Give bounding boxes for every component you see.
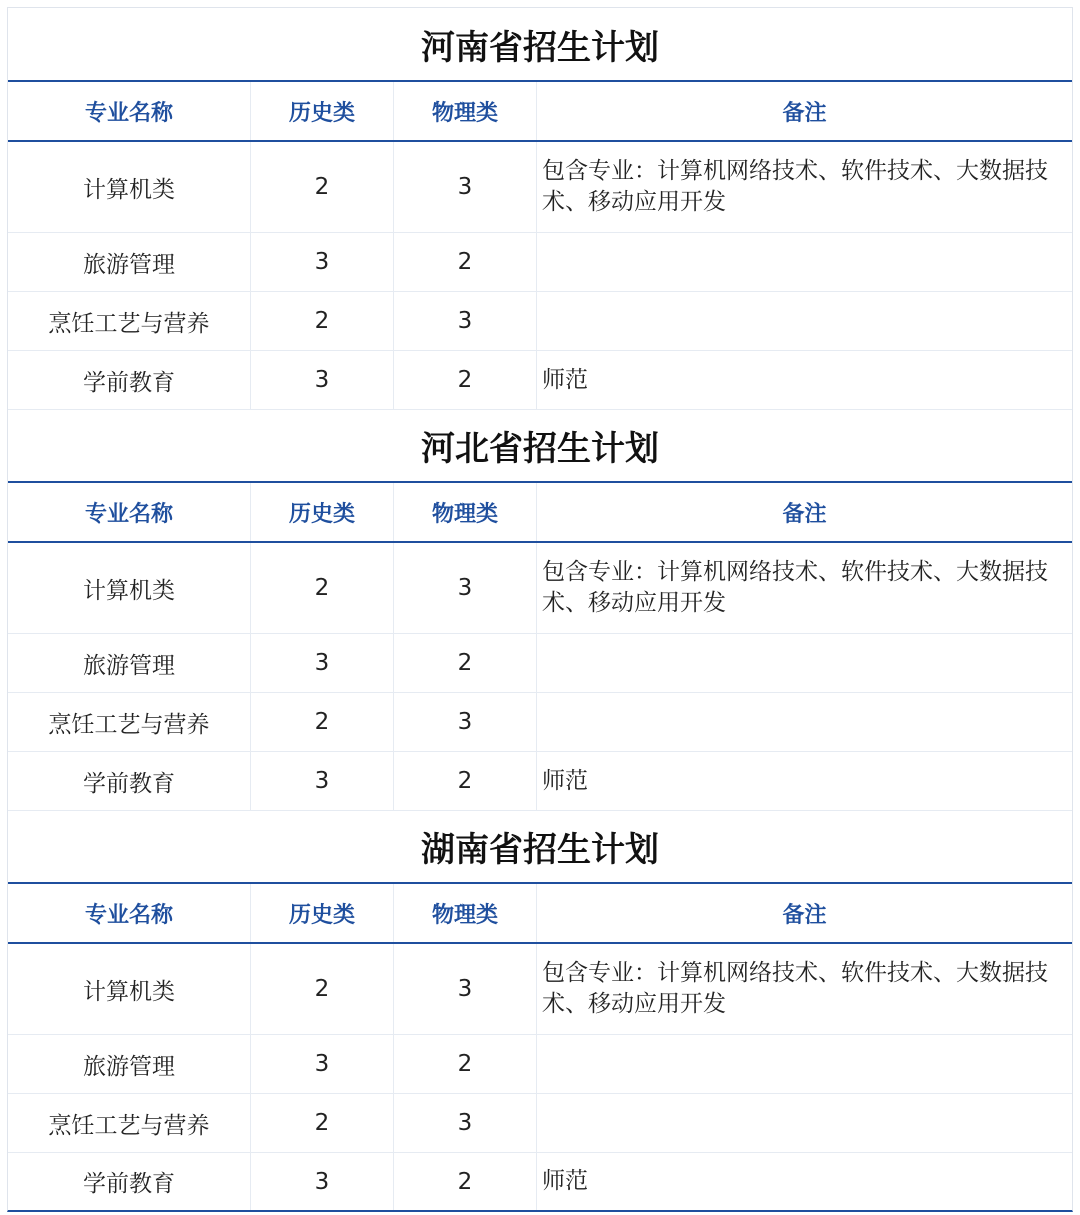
header-physics: 物理类 — [394, 82, 537, 140]
cell-history: 3 — [251, 233, 394, 291]
cell-note — [537, 693, 1072, 751]
header-major: 专业名称 — [8, 483, 251, 541]
cell-note: 包含专业：计算机网络技术、软件技术、大数据技术、移动应用开发 — [542, 559, 1048, 616]
cell-major: 旅游管理 — [8, 1035, 251, 1093]
cell-physics: 2 — [394, 634, 537, 692]
cell-note — [537, 634, 1072, 692]
cell-history: 2 — [251, 292, 394, 350]
table-row — [8, 543, 1072, 634]
header-major: 专业名称 — [8, 884, 251, 942]
table-row — [8, 351, 1072, 410]
cell-major: 学前教育 — [8, 1153, 251, 1210]
cell-major: 计算机类 — [8, 543, 251, 633]
table-row — [8, 1035, 1072, 1094]
cell-history: 3 — [251, 351, 394, 409]
enrollment-plan-table — [7, 7, 1073, 1212]
table-row — [8, 292, 1072, 351]
section-title: 湖南省招生计划 — [8, 811, 1072, 884]
cell-note — [537, 233, 1072, 291]
table-row — [8, 1153, 1072, 1210]
cell-note: 包含专业：计算机网络技术、软件技术、大数据技术、移动应用开发 — [542, 960, 1048, 1017]
cell-major: 烹饪工艺与营养 — [8, 693, 251, 751]
cell-history: 3 — [251, 634, 394, 692]
cell-physics: 2 — [394, 351, 537, 409]
cell-note: 包含专业：计算机网络技术、软件技术、大数据技术、移动应用开发 — [542, 158, 1048, 215]
cell-note — [537, 1035, 1072, 1093]
cell-physics: 2 — [394, 752, 537, 810]
cell-history: 2 — [251, 543, 394, 633]
header-note: 备注 — [782, 902, 827, 928]
table-row — [8, 1094, 1072, 1153]
section-title: 河南省招生计划 — [8, 8, 1072, 82]
table-header — [8, 82, 1072, 142]
section-hebei — [8, 410, 1072, 811]
cell-major: 计算机类 — [8, 142, 251, 232]
section-hunan — [8, 811, 1072, 1210]
cell-physics: 2 — [394, 233, 537, 291]
cell-major: 学前教育 — [8, 351, 251, 409]
cell-major: 烹饪工艺与营养 — [8, 292, 251, 350]
section-title: 河北省招生计划 — [8, 410, 1072, 483]
cell-major: 学前教育 — [8, 752, 251, 810]
cell-physics: 3 — [394, 543, 537, 633]
header-note: 备注 — [782, 100, 827, 126]
cell-physics: 3 — [394, 944, 537, 1034]
cell-major: 烹饪工艺与营养 — [8, 1094, 251, 1152]
table-row — [8, 944, 1072, 1035]
header-history: 历史类 — [251, 82, 394, 140]
cell-major: 旅游管理 — [8, 634, 251, 692]
table-row — [8, 634, 1072, 693]
cell-physics: 3 — [394, 693, 537, 751]
cell-physics: 2 — [394, 1153, 537, 1210]
table-row — [8, 752, 1072, 811]
table-header — [8, 483, 1072, 543]
cell-history: 3 — [251, 1035, 394, 1093]
section-henan — [8, 8, 1072, 410]
cell-note — [537, 292, 1072, 350]
cell-note: 师范 — [542, 1168, 588, 1194]
header-history: 历史类 — [251, 884, 394, 942]
table-row — [8, 233, 1072, 292]
header-physics: 物理类 — [394, 483, 537, 541]
cell-physics: 3 — [394, 142, 537, 232]
cell-note — [537, 1094, 1072, 1152]
cell-history: 2 — [251, 142, 394, 232]
cell-history: 3 — [251, 752, 394, 810]
cell-history: 2 — [251, 1094, 394, 1152]
cell-note: 师范 — [542, 767, 588, 794]
header-physics: 物理类 — [394, 884, 537, 942]
cell-major: 旅游管理 — [8, 233, 251, 291]
cell-note: 师范 — [542, 366, 588, 393]
header-history: 历史类 — [251, 483, 394, 541]
table-header — [8, 884, 1072, 944]
cell-physics: 2 — [394, 1035, 537, 1093]
cell-physics: 3 — [394, 1094, 537, 1152]
cell-physics: 3 — [394, 292, 537, 350]
table-row — [8, 142, 1072, 233]
header-note: 备注 — [782, 501, 827, 527]
header-major: 专业名称 — [8, 82, 251, 140]
cell-major: 计算机类 — [8, 944, 251, 1034]
cell-history: 3 — [251, 1153, 394, 1210]
table-row — [8, 693, 1072, 752]
cell-history: 2 — [251, 693, 394, 751]
cell-history: 2 — [251, 944, 394, 1034]
